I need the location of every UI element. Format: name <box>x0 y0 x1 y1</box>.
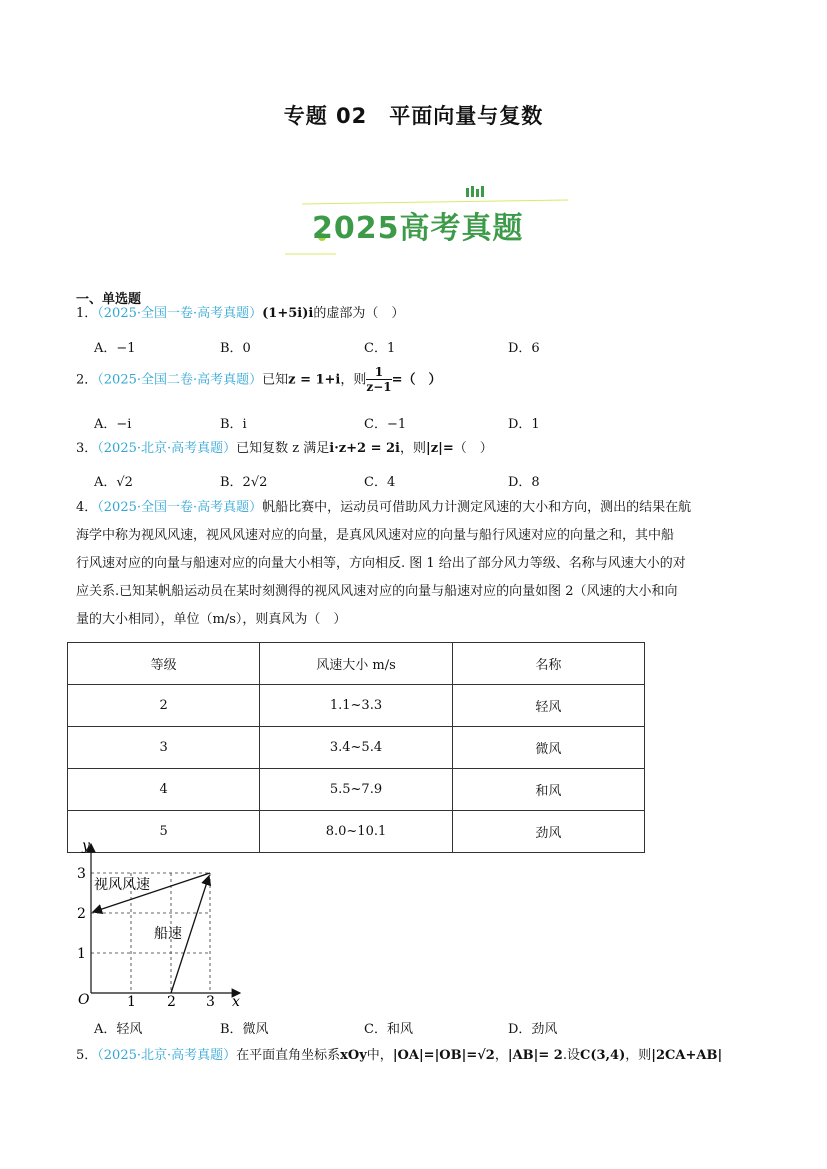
table-cell: 8.0~10.1 <box>260 811 452 853</box>
banner-text: 2025高考真题 <box>312 211 524 246</box>
table-cell: 4 <box>68 769 260 811</box>
option-b: B．i <box>220 417 247 432</box>
table-header-cell: 等级 <box>68 643 260 685</box>
question-text: ， <box>494 1048 508 1063</box>
question-number: 1． <box>76 306 98 321</box>
table-header-cell: 名称 <box>452 643 644 685</box>
question-line: 量的大小相同），单位（m/s），则真风为（ ） <box>76 612 347 627</box>
y-axis-label: y <box>82 840 90 854</box>
math-expression: (1+5i)i <box>262 306 314 321</box>
question-text: （ ） <box>453 441 493 456</box>
option-d: D．6 <box>508 341 540 356</box>
table-cell: 3.4~5.4 <box>260 727 452 769</box>
math-expression: =（ ） <box>391 372 442 388</box>
table-cell: 微风 <box>452 727 644 769</box>
section-heading: 一、单选题 <box>76 292 142 307</box>
math-expression: |2CA+AB| <box>651 1048 723 1063</box>
origin-label: O <box>78 992 90 1008</box>
fraction-numerator: 1 <box>366 366 391 380</box>
question-source: （2025·北京·高考真题） <box>97 441 237 456</box>
table-cell: 2 <box>68 685 260 727</box>
table-cell: 轻风 <box>452 685 644 727</box>
table-cell: 1.1~3.3 <box>260 685 452 727</box>
table-cell: 5.5~7.9 <box>260 769 452 811</box>
question-number: 4． <box>76 500 98 515</box>
question-text: 在平面直角坐标系 <box>236 1048 341 1063</box>
boat-speed-label: 船速 <box>154 926 182 942</box>
option-d: D．1 <box>508 417 540 432</box>
question-number: 3． <box>76 441 98 456</box>
table-cell: 劲风 <box>452 811 644 853</box>
question-1 <box>76 306 404 322</box>
apparent-wind-label: 视风风速 <box>94 877 150 893</box>
question-text: .设 <box>562 1048 580 1063</box>
question-text: ，则 <box>399 441 426 456</box>
option-b: B．2√2 <box>220 475 268 490</box>
y-tick-label: 2 <box>77 906 86 922</box>
vector-figure <box>70 840 250 1010</box>
option-d: D．8 <box>508 475 540 490</box>
question-number: 2． <box>76 372 98 388</box>
question-2 <box>76 366 442 394</box>
table-cell: 和风 <box>452 769 644 811</box>
option-a: A．−1 <box>94 341 136 356</box>
question-text: 帆船比赛中，运动员可借助风力计测定风速的大小和方向，测出的结果在航 <box>262 500 692 515</box>
question-text: 中， <box>366 1048 393 1063</box>
fraction-denominator: z−1 <box>366 380 392 394</box>
option-c: C．−1 <box>364 417 407 432</box>
table-header-cell: 风速大小 m/s <box>260 643 452 685</box>
table-row <box>68 769 645 811</box>
question-text: 已知 <box>262 372 289 388</box>
page-title: 专题 02 平面向量与复数 <box>283 104 544 128</box>
wind-level-table <box>67 642 645 853</box>
option-a: A．轻风 <box>94 1022 143 1037</box>
question-source: （2025·全国一卷·高考真题） <box>97 306 263 321</box>
table-cell: 3 <box>68 727 260 769</box>
question-line: 海学中称为视风风速，视风风速对应的向量，是真风风速对应的向量与船行风速对应的向量之和，其中船 <box>76 528 675 543</box>
option-b: B．微风 <box>220 1022 269 1037</box>
banner <box>280 183 570 258</box>
question-text: 已知复数 z 满足 <box>236 441 330 456</box>
table-cell: 5 <box>68 811 260 853</box>
question-line: 应关系.已知某帆船运动员在某时刻测得的视风风速对应的向量与船速对应的向量如图 2（风速的大小和向 <box>76 584 678 599</box>
option-c: C．1 <box>364 341 396 356</box>
math-expression: i·z+2 = 2i <box>329 441 400 456</box>
question-5 <box>76 1048 722 1064</box>
math-expression: C(3,4) <box>579 1048 626 1063</box>
math-expression: z = 1+i <box>288 372 341 388</box>
question-3 <box>76 441 493 457</box>
question-line <box>76 494 752 522</box>
question-text: 的虚部为（ ） <box>313 306 405 321</box>
option-c: C．4 <box>364 475 396 490</box>
table-header-row <box>68 643 645 685</box>
question-number: 5． <box>76 1048 98 1063</box>
question-source: （2025·全国二卷·高考真题） <box>97 372 263 388</box>
question-source: （2025·全国一卷·高考真题） <box>97 500 263 515</box>
option-b: B．0 <box>220 341 251 356</box>
table-row <box>68 685 645 727</box>
option-a: A．−i <box>94 417 132 432</box>
math-expression: xOy <box>340 1048 367 1063</box>
math-expression: |AB|= 2 <box>507 1048 563 1063</box>
y-tick-label: 1 <box>77 946 86 962</box>
math-expression: |z|= <box>426 441 454 456</box>
question-4 <box>76 494 752 634</box>
question-text: ，则 <box>625 1048 652 1063</box>
option-c: C．和风 <box>364 1022 413 1037</box>
option-d: D．劲风 <box>508 1022 558 1037</box>
question-line: 行风速对应的向量与船速对应的向量大小相等，方向相反. 图 1 给出了部分风力等级、名称与风速大小的对 <box>76 556 686 571</box>
x-tick-label: 3 <box>206 994 215 1010</box>
question-source: （2025·北京·高考真题） <box>97 1048 237 1063</box>
x-axis-label: x <box>232 994 240 1010</box>
y-tick-label: 3 <box>77 866 86 882</box>
x-tick-label: 2 <box>167 994 176 1010</box>
x-tick-label: 1 <box>127 994 136 1010</box>
question-text: ，则 <box>340 372 367 388</box>
fraction <box>366 366 391 394</box>
option-a: A．√2 <box>94 475 133 490</box>
table-row <box>68 727 645 769</box>
math-expression: |OA|=|OB|=√2 <box>392 1048 495 1063</box>
